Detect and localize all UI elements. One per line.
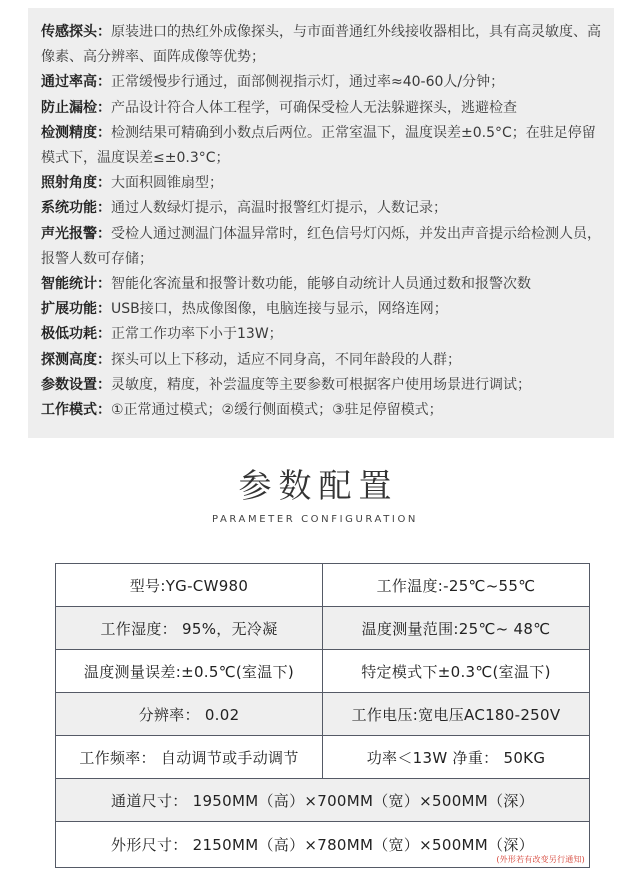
spec-cell-outer-size [56,822,590,868]
spec-cell-text: 工作温度:-25℃~55℃ [376,576,536,595]
spec-row [56,779,590,822]
spec-row [56,650,590,693]
spec-cell [56,693,323,736]
feature-key: 参数设置： [41,376,111,393]
feature-key: 工作模式： [41,402,111,419]
feature-value: 原装进口的热红外成像探头，与市面普通红外线接收器相比，具有高灵敏度、高像素、高分辨率、面阵成像等优势； [41,24,601,66]
feature-value: 大面积圆锥扇型； [111,175,223,192]
feature-value: 灵敏度，精度，补尝温度等主要参数可根据客户使用场景进行调试； [111,376,531,393]
feature-value: 产品设计符合人体工程学，可确保受检人无法躲避探头，逃避检查 [111,99,517,116]
spec-row [56,693,590,736]
spec-cell-text: 外形尺寸： 2150MM（高）×780MM（宽）×500MM（深） [111,836,534,854]
spec-cell [56,736,323,779]
section-subtitle: PARAMETER CONFIGURATION [211,514,419,525]
spec-row [56,564,590,607]
spec-cell [56,607,323,650]
feature-value: USB接口，热成像图像，电脑连接与显示，网络连网； [111,301,448,318]
spec-cell [323,564,590,607]
feature-key: 声光报警： [41,225,111,242]
spec-row [56,607,590,650]
feature-value: 探头可以上下移动，适应不同身高，不同年龄段的人群； [111,351,461,368]
feature-value: 受检人通过测温门体温异常时，红色信号灯闪烁，并发出声音提示给检测人员，报警人数可存储； [41,225,601,267]
spec-row [56,822,590,868]
spec-cell-text: 特定模式下±0.3℃(室温下) [361,662,551,681]
feature-item [41,196,602,221]
spec-row [56,736,590,779]
feature-value: 检测结果可精确到小数点后两位。正常室温下，温度误差±0.5°C；在驻足停留模式下，温度误差≤±0.3°C； [41,124,596,167]
feature-value: 智能化客流量和报警计数功能，能够自动统计人员通过数和报警次数 [111,276,531,293]
spec-cell-text: 温度测量范围:25℃~ 48℃ [361,619,551,638]
feature-item [41,20,602,70]
spec-cell-channel-size [56,779,590,822]
spec-cell-text: 工作湿度： 95%，无冷凝 [100,619,278,638]
feature-key: 防止漏检： [41,99,111,116]
spec-cell-text: 通道尺寸： 1950MM（高）×700MM（宽）×500MM（深） [111,791,534,810]
feature-key: 照射角度： [41,175,111,192]
spec-cell [323,693,590,736]
spec-cell-text: 工作电压:宽电压AC180-250V [351,705,561,724]
feature-key: 系统功能： [41,200,111,217]
spec-cell-text: 工作频率： 自动调节或手动调节 [79,748,299,767]
feature-key: 探测高度： [41,351,111,368]
feature-item [41,348,602,373]
feature-item [41,322,602,347]
feature-value: 正常缓慢步行通过，面部侧视指示灯，通过率≈40-60人/分钟； [111,74,505,91]
spec-cell-text: 分辨率： 0.02 [138,705,240,724]
feature-list [28,8,614,438]
feature-item [41,373,602,398]
feature-item [41,222,602,272]
spec-cell [323,736,590,779]
spec-table [55,563,590,868]
feature-item [41,171,602,196]
section-title: 参数配置 [238,466,399,505]
feature-item [41,121,602,171]
feature-value: 通过人数绿灯提示，高温时报警红灯提示，人数记录； [111,200,447,217]
feature-key: 传感探头： [41,24,111,40]
feature-key: 智能统计： [41,276,111,293]
feature-key: 极低功耗： [41,326,111,343]
feature-key: 扩展功能： [41,301,111,318]
spec-cell-text: 温度测量误差:±0.5℃(室温下) [83,662,295,681]
spec-cell-text: 型号:YG-CW980 [129,576,249,595]
spec-cell [56,564,323,607]
spec-cell [56,650,323,693]
feature-value: 正常工作功率下小于13W； [111,326,283,343]
feature-key: 检测精度： [41,124,111,141]
spec-cell [323,650,590,693]
spec-note: (外形若有改变另行通知) [496,855,585,864]
spec-cell-text: 功率＜13W 净重： 50KG [366,748,546,767]
feature-item [41,70,602,95]
feature-item [41,398,602,423]
feature-item [41,96,602,121]
feature-item [41,272,602,297]
section-heading [0,466,630,525]
spec-cell [323,607,590,650]
feature-key: 通过率高： [41,74,111,91]
feature-item [41,297,602,322]
feature-value: ①正常通过模式；②缓行侧面模式；③驻足停留模式； [111,402,443,419]
